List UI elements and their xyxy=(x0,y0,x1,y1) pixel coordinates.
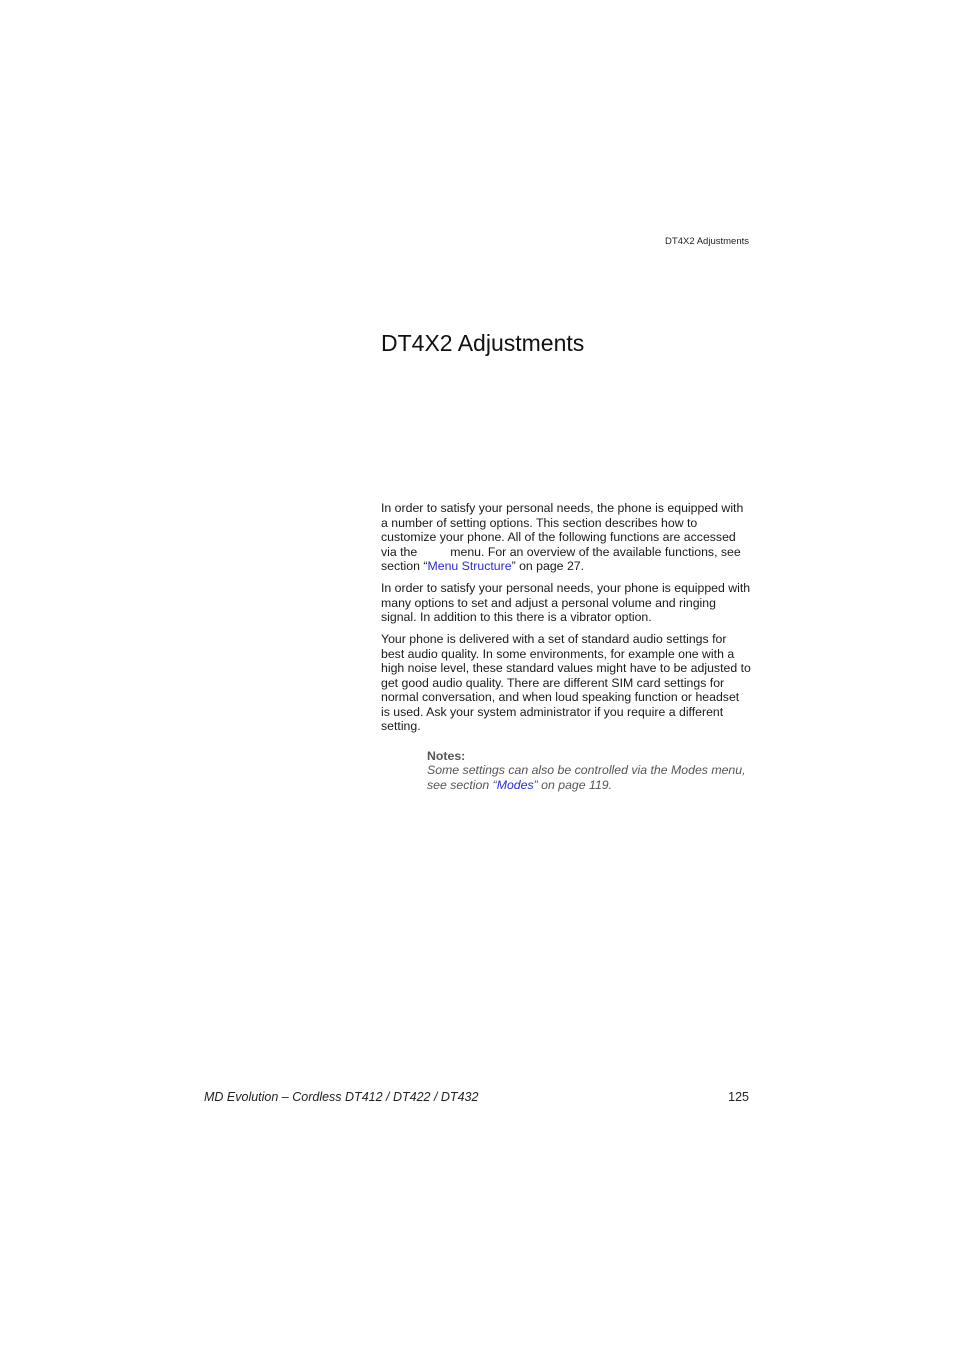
notes-text-2: ” on page 119. xyxy=(533,777,613,792)
paragraph-intro-text-2: menu. For an overview of the available functions, see section “ xyxy=(381,544,741,573)
paragraph-volume: In order to satisfy your personal needs, your phone is equipped with many options to set and adjust a personal volume and ringing signal. In addition to this there is a vibrator option. xyxy=(381,581,751,624)
paragraph-audio: Your phone is delivered with a set of standard audio settings for best audio quality. In some environments, for example one with a high noise level, these standard values might have to be adjusted to get good audio quality. There are different SIM card settings for normal conversation, and when loud speaking function or headset is used. Ask your system administrator if you require a different setting. xyxy=(381,632,751,733)
notes-box xyxy=(427,749,751,793)
footer-document-title: MD Evolution – Cordless DT412 / DT422 / DT432 xyxy=(204,1090,479,1104)
notes-heading: Notes: xyxy=(427,748,466,763)
paragraph-intro xyxy=(381,501,751,574)
footer-page-number: 125 xyxy=(728,1090,749,1104)
running-header: DT4X2 Adjustments xyxy=(665,236,749,247)
notes-text xyxy=(427,763,751,792)
notes-text-1: Some settings can also be controlled via the Modes menu, see section “ xyxy=(427,763,746,792)
menu-structure-link[interactable]: Menu Structure xyxy=(427,559,512,573)
body-text xyxy=(381,501,751,792)
paragraph-intro-text-3: ” on page 27. xyxy=(511,559,585,573)
paragraph-intro-text-1: In order to satisfy your personal needs, the phone is equipped with a number of setting options. This section describes how to customize your phone. All of the following functions are accessed via the xyxy=(381,501,744,559)
modes-link[interactable]: Modes xyxy=(496,777,534,792)
chapter-title: DT4X2 Adjustments xyxy=(381,330,585,356)
